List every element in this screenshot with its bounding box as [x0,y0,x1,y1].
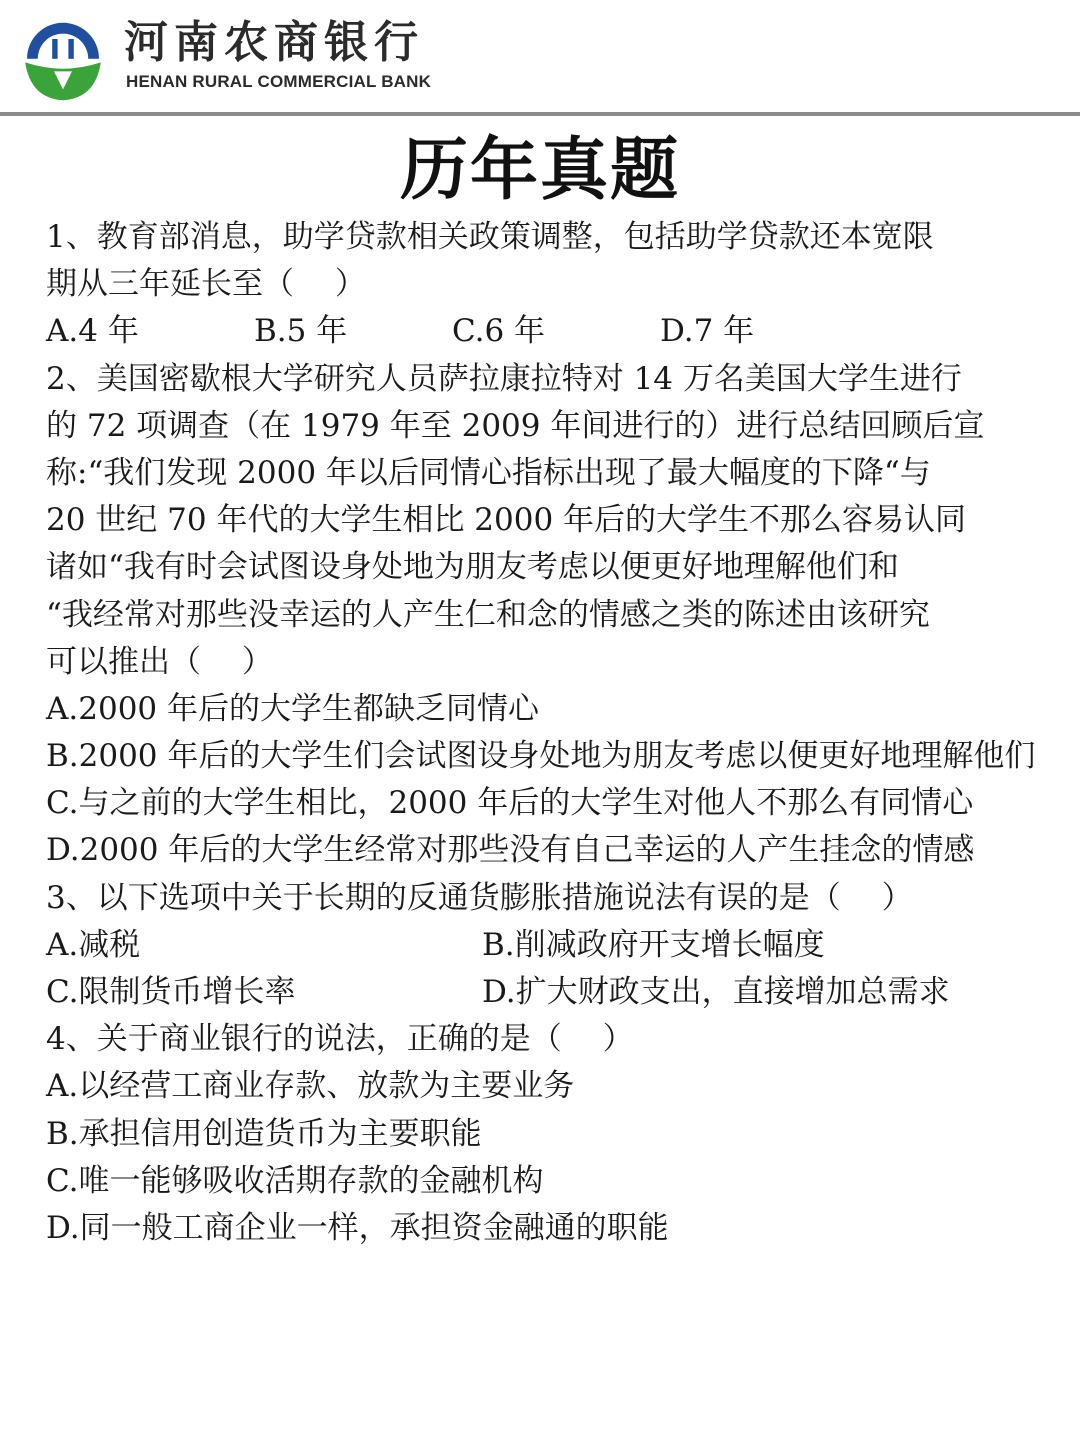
option-c: C.唯一能够吸收活期存款的金融机构 [46,1162,544,1199]
question-stem-line: 1、教育部消息，助学贷款相关政策调整，包括助学贷款还本宽限 [46,219,934,255]
header-divider [0,112,1080,116]
option-b: B.5 年 [254,313,348,350]
header [0,0,1080,112]
question-stem-line: 期从三年延长至（ ） [46,266,366,303]
question-4 [46,1016,1046,1252]
question-2 [46,356,1046,875]
bank-name-cn: 河南农商银行 [124,17,424,68]
options-row [46,969,1046,1016]
option-a: A.2000 年后的大学生都缺乏同情心 [46,690,539,727]
option-a: A.以经营工商业存款、放款为主要业务 [46,1068,575,1105]
question-stem-line: 4、关于商业银行的说法，正确的是（ ） [46,1021,634,1058]
question-stem-line: 的 72 项调查（在 1979 年至 2009 年间进行的）进行总结回顾后宣 [46,407,985,444]
page-title: 历年真题 [399,130,680,210]
option-b: B.承担信用创造货币为主要职能 [46,1115,482,1152]
question-list [46,214,1046,1252]
option-b: B.削减政府开支增长幅度 [482,926,825,963]
options-row [46,922,1046,969]
question-stem-line: 20 世纪 70 年代的大学生相比 2000 年后的大学生不那么容易认同 [46,502,967,539]
bank-name-en: HENAN RURAL COMMERCIAL BANK [126,72,432,91]
option-c: C.限制货币增长率 [46,974,296,1011]
option-d: D.扩大财政支出，直接增加总需求 [482,974,950,1011]
option-d: D.同一般工商企业一样，承担资金融通的职能 [46,1210,669,1246]
question-1 [46,214,1046,356]
question-stem-line: 可以推出（ ） [46,643,273,680]
option-d: D.7 年 [660,313,755,350]
option-c: C.与之前的大学生相比，2000 年后的大学生对他人不那么有同情心 [46,785,974,822]
question-3 [46,875,1046,1017]
options-row [46,308,1046,355]
question-stem-line: 2、美国密歇根大学研究人员萨拉康拉特对 14 万名美国大学生进行 [46,360,962,397]
hnrcb-logo-icon [18,12,108,102]
option-c: C.6 年 [452,313,546,350]
option-d: D.2000 年后的大学生经常对那些没有自己幸运的人产生挂念的情感 [46,832,975,869]
option-a: A.4 年 [46,313,139,350]
question-stem-line: 称:“我们发现 2000 年以后同情心指标出现了最大幅度的下降“与 [46,454,931,491]
question-stem-line: 3、以下选项中关于长期的反通货膨胀措施说法有误的是（ ） [46,879,913,916]
option-a: A.减税 [46,926,141,963]
question-stem-line: “我经常对那些没幸运的人产生仁和念的情感之类的陈述由该研究 [46,596,930,633]
option-b: B.2000 年后的大学生们会试图设身处地为朋友考虑以便更好地理解他们 [46,738,1036,775]
question-stem-line: 诸如“我有时会试图设身处地为朋友考虑以便更好地理解他们和 [46,549,899,586]
